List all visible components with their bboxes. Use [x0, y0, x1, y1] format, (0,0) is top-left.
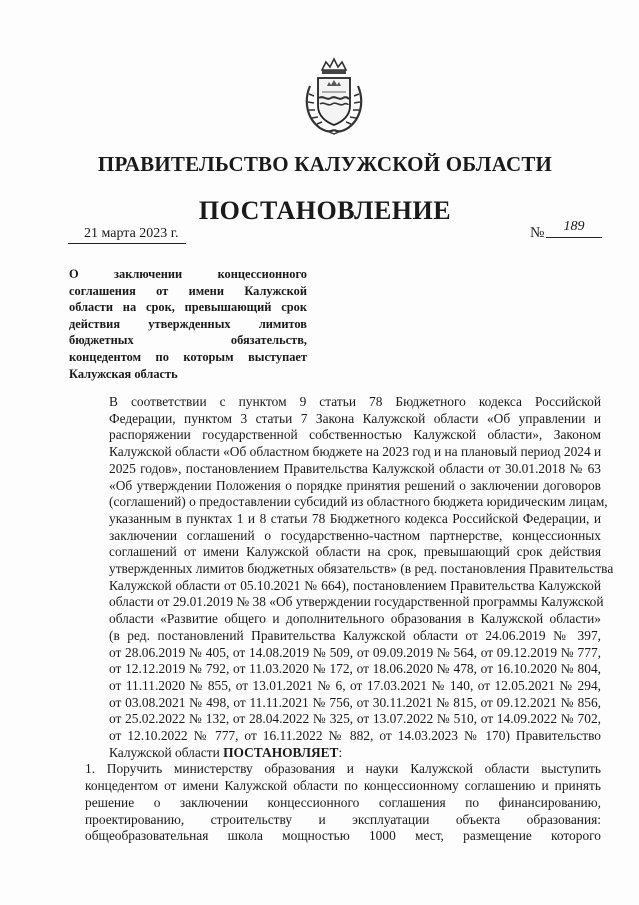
preamble-line: области «Развитие общего и дополнительного образования в Калужской области» [109, 611, 601, 627]
subject-line: действия утвержденных лимитов [69, 316, 307, 331]
preamble-paragraph [69, 394, 614, 761]
preamble-line: (соглашений) о предоставлении субсидий из областного бюджета юридическим лицам, [109, 494, 608, 510]
preamble-line: области от 29.01.2019 № 38 «Об утверждении государственной программы Калужской [109, 594, 604, 610]
item-1-line: 1. Поручить министерству образования и науки Калужской области выступить [85, 761, 601, 777]
preamble-line: распоряжении государственной собственностью Калужской области», Законом [109, 427, 601, 443]
preamble-line: от 03.08.2021 № 498, от 11.11.2021 № 756, от 30.11.2021 № 815, от 09.12.2021 № 856, [109, 694, 601, 710]
preamble-line: указанным в пунктах 1 и 8 статьи 78 Бюджетного кодекса Российской Федерации, и [109, 510, 601, 526]
preamble-line: Калужской области от 05.10.2021 № 664), постановлением Правительства Калужской [109, 577, 601, 593]
preamble-line: 2025 годов», постановлением Правительства Калужской области от 30.01.2018 № 63 [109, 460, 601, 476]
preamble-line: от 11.11.2020 № 855, от 13.01.2021 № 6, от 17.03.2021 № 140, от 12.05.2021 № 294, [109, 677, 601, 693]
item-1-line: проектированию, строительству и эксплуатации объекта образования: [85, 811, 601, 827]
item-1-line: концедентом от имени Калужской области по концессионному соглашению и принять [85, 778, 601, 794]
subject-line: Калужская область [69, 366, 178, 381]
item-1-line: общеобразовательная школа мощностью 1000 мест, размещение которого [85, 828, 601, 844]
preamble-line: заключении соглашений о государственно-частном партнерстве, концессионных [109, 527, 601, 543]
preamble-line: «Об утверждении Положения о порядке принятия решений о заключении договоров [109, 477, 601, 493]
document-number-value: 189 [546, 222, 602, 238]
document-type-title: ПОСТАНОВЛЕНИЕ [198, 196, 452, 225]
preamble-line: соглашений от имени Калужской области на срок, превышающий срок действия [109, 544, 601, 560]
subject-line: области на срок, превышающий срок [69, 300, 307, 315]
resolve-keyword: ПОСТАНОВЛЯЕТ [223, 744, 339, 760]
subject-line: бюджетных обязательств, [69, 333, 307, 348]
item-1-line: решение о заключении концессионного соглашения по финансированию, [85, 794, 601, 810]
subject-line: соглашения от имени Калужской [69, 283, 307, 298]
preamble-line: от 12.10.2022 № 777, от 16.11.2022 № 882, от 14.03.2023 № 170) Правительство [109, 728, 601, 744]
preamble-line: от 28.06.2019 № 405, от 14.08.2019 № 509, от 09.09.2019 № 564, от 09.12.2019 № 777, [109, 644, 601, 660]
preamble-line: В соответствии с пунктом 9 статьи 78 Бюджетного кодекса Российской [109, 394, 601, 409]
preamble-line: от 25.02.2022 № 132, от 28.04.2022 № 325, от 13.07.2022 № 510, от 14.09.2022 № 702, [109, 711, 601, 727]
kaluga-coat-of-arms-icon [300, 56, 368, 136]
preamble-line: (в ред. постановлений Правительства Калужской области от 24.06.2019 № 397, [109, 627, 601, 643]
government-title: ПРАВИТЕЛЬСТВО КАЛУЖСКОЙ ОБЛАСТИ [97, 152, 553, 176]
preamble-last-line [69, 745, 601, 762]
document-number-label: № [530, 225, 545, 241]
preamble-line: Федерации, пунктом 3 статьи 7 Закона Калужской области «Об управлении и [109, 410, 601, 426]
preamble-last-prefix: Калужской области [109, 744, 224, 760]
document-date: 21 марта 2023 г. [68, 226, 186, 244]
preamble-line: от 12.12.2019 № 792, от 11.03.2020 № 172, от 18.06.2020 № 478, от 16.10.2020 № 804, [109, 661, 601, 677]
document-body [69, 394, 614, 845]
document-subject [69, 266, 307, 382]
item-1-paragraph [69, 761, 601, 845]
preamble-line: утвержденных лимитов бюджетных обязательств» (в ред. постановления Правительства [109, 561, 614, 577]
preamble-line: Калужской области «Об областном бюджете на 2023 год и на плановый период 2024 и [109, 444, 602, 460]
subject-line: концедентом по которым выступает [69, 349, 307, 364]
preamble-last-suffix: : [338, 744, 343, 760]
subject-line: О заключении концессионного [69, 267, 307, 281]
